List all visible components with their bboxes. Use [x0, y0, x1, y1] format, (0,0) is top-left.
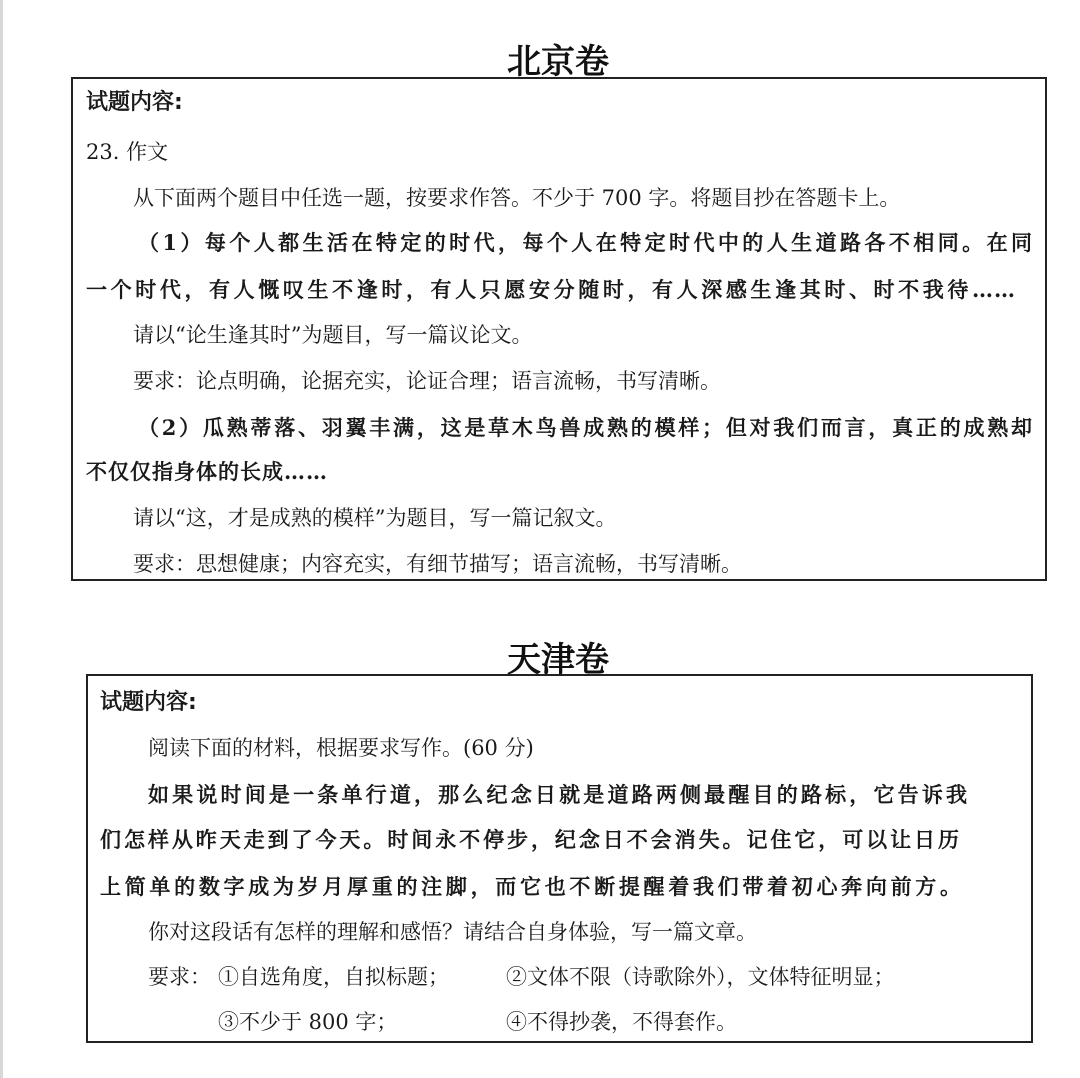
- tianjin-requirement: ③不少于 800 字；: [218, 1010, 398, 1034]
- page-edge: [0, 0, 3, 1078]
- tianjin-line: 上简单的数字成为岁月厚重的注脚，而它也不断提醒着我们带着初心奔向前方。: [100, 874, 962, 899]
- tianjin-line: 们怎样从昨天走到了今天。时间永不停步，纪念日不会消失。记住它，可以让日历: [100, 827, 960, 852]
- beijing-line: （2）瓜熟蒂落、羽翼丰满，这是草木鸟兽成熟的模样；但对我们而言，真正的成熟却: [138, 415, 1033, 440]
- tianjin-line: 你对这段话有怎样的理解和感悟？请结合自身体验，写一篇文章。: [148, 920, 757, 944]
- tianjin-line: 阅读下面的材料，根据要求写作。(60 分): [148, 736, 534, 760]
- beijing-header: 试题内容:: [86, 90, 183, 115]
- beijing-line: 要求：思想健康；内容充实，有细节描写；语言流畅，书写清晰。: [133, 552, 742, 576]
- beijing-line: 不仅仅指身体的长成……: [86, 459, 328, 484]
- beijing-line: 请以“这，才是成熟的模样”为题目，写一篇记叙文。: [133, 506, 617, 530]
- tianjin-title: 天津卷: [507, 640, 609, 680]
- tianjin-header: 试题内容:: [100, 690, 197, 715]
- beijing-line: （1）每个人都生活在特定的时代，每个人在特定时代中的人生道路各不相同。在同: [138, 230, 1033, 255]
- tianjin-requirements-label: 要求：: [148, 965, 211, 989]
- tianjin-requirement: ①自选角度，自拟标题；: [218, 965, 449, 989]
- beijing-line: 请以“论生逢其时”为题目，写一篇议论文。: [133, 323, 533, 347]
- beijing-line: 从下面两个题目中任选一题，按要求作答。不少于 700 字。将题目抄在答题卡上。: [133, 186, 901, 210]
- beijing-line: 一个时代，有人慨叹生不逢时，有人只愿安分随时，有人深感生逢其时、时不我待……: [86, 277, 1016, 302]
- beijing-title: 北京卷: [507, 42, 609, 82]
- tianjin-requirement: ④不得抄袭，不得套作。: [506, 1010, 737, 1034]
- beijing-line: 要求：论点明确，论据充实，论证合理；语言流畅，书写清晰。: [133, 369, 721, 393]
- beijing-line: 23. 作文: [86, 140, 169, 164]
- tianjin-line: 如果说时间是一条单行道，那么纪念日就是道路两侧最醒目的路标，它告诉我: [148, 782, 968, 807]
- tianjin-requirement: ②文体不限（诗歌除外），文体特征明显；: [506, 965, 895, 989]
